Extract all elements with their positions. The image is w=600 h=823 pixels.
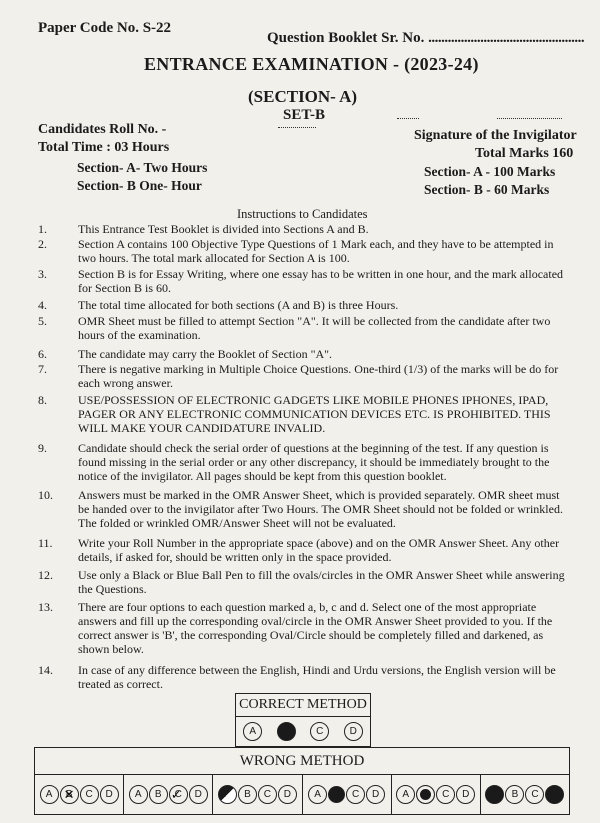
wrong-method-group-tick — [124, 775, 213, 814]
option-bubble-b: B — [238, 785, 257, 804]
instruction-text: In case of any difference between the English, Hindi and Urdu versions, the English version will be treated as correct. — [78, 663, 556, 691]
option-bubble-a: A — [243, 722, 262, 741]
wrong-method-group-multi — [481, 775, 569, 814]
total-marks: Total Marks 160 — [475, 146, 574, 161]
option-bubble-a-half — [218, 785, 237, 804]
total-time: Total Time : 03 Hours — [38, 140, 170, 155]
option-bubble-d: D — [189, 785, 208, 804]
instruction-text: The total time allocated for both sections (A and B) is three Hours. — [78, 298, 399, 312]
wrong-method-groups — [35, 775, 569, 814]
signature-dots-left — [397, 118, 419, 119]
option-bubble-b-dot: B — [416, 785, 435, 804]
instruction-item — [38, 536, 568, 564]
booklet-serial-number — [267, 30, 584, 47]
instruction-item — [38, 314, 568, 342]
option-bubble-c: C — [346, 785, 365, 804]
correct-method-options — [236, 718, 370, 744]
option-bubble-c: C — [80, 785, 99, 804]
instruction-text: Section B is for Essay Writing, where one essay has to be written in one hour, and the mark allocated for Section B is 60. — [78, 267, 564, 295]
instruction-item — [38, 663, 568, 691]
option-bubble-b-filled: B — [277, 722, 296, 741]
section-a-marks: Section- A - 100 Marks — [424, 164, 556, 179]
instruction-item — [38, 298, 568, 312]
wrong-method-group-dot — [392, 775, 481, 814]
instruction-item — [38, 393, 568, 435]
instruction-text: There is negative marking in Multiple Choice Questions. One-third (1/3) of the marks will be do for each wrong answer. — [78, 362, 559, 390]
instruction-number: 7. — [38, 362, 47, 376]
booklet-serial-dots: ................................................ — [428, 30, 585, 46]
set-label: SET-B — [283, 107, 325, 123]
instruction-number: 14. — [38, 663, 53, 677]
instruction-number: 1. — [38, 222, 47, 236]
correct-method-box — [235, 693, 371, 747]
section-b-marks: Section- B - 60 Marks — [424, 182, 550, 197]
instructions-title: Instructions to Candidates — [237, 207, 368, 221]
set-underline — [278, 127, 316, 128]
instruction-text: There are four options to each question marked a, b, c and d. Select one of the most appropriate answers and fill up the corresponding oval/circle in the OMR Answer Sheet provided to you. If the correct answer is 'B', the corresponding Oval/Circle should be completely filled and darkened, as shown below. — [78, 600, 553, 656]
instruction-item — [38, 488, 568, 530]
option-bubble-a: A — [396, 785, 415, 804]
wrong-method-group-half — [213, 775, 302, 814]
wrong-method-group-partial — [303, 775, 392, 814]
option-bubble-a-filled: A — [485, 785, 504, 804]
option-bubble-b: B — [149, 785, 168, 804]
instruction-item — [38, 441, 568, 483]
option-bubble-b: B — [505, 785, 524, 804]
instruction-item — [38, 600, 568, 656]
correct-method-label: CORRECT METHOD — [236, 694, 370, 717]
instruction-text: OMR Sheet must be filled to attempt Section "A". It will be collected from the candidate after two hours of the examination. — [78, 314, 551, 342]
option-bubble-d: D — [100, 785, 119, 804]
wrong-method-label: WRONG METHOD — [35, 748, 569, 775]
instruction-text: Candidate should check the serial order of questions at the beginning of the test. If any question is found missing in the serial order or any other discrepancy, it should be immediately brought to the notice of the invigilator. All pages should be kept from this question booklet. — [78, 441, 550, 483]
option-bubble-a: A — [308, 785, 327, 804]
booklet-serial-label: Question Booklet Sr. No. — [267, 30, 425, 46]
invigilator-signature-label: Signature of the Invigilator — [414, 128, 577, 143]
instruction-number: 9. — [38, 441, 47, 455]
option-bubble-d: D — [344, 722, 363, 741]
option-bubble-b-crossed: B ✕ — [60, 785, 79, 804]
option-bubble-d-filled: D — [545, 785, 564, 804]
instruction-item — [38, 237, 568, 265]
instruction-text: This Entrance Test Booklet is divided into Sections A and B. — [78, 222, 369, 236]
option-bubble-c: C — [436, 785, 455, 804]
option-bubble-c-ticked: C ✓ — [169, 785, 188, 804]
instruction-number: 10. — [38, 488, 53, 502]
instruction-number: 5. — [38, 314, 47, 328]
instruction-text: Write your Roll Number in the appropriate space (above) and on the OMR Answer Sheet. Any other details, if asked for, should be written only in the space provided. — [78, 536, 560, 564]
instruction-number: 2. — [38, 237, 47, 251]
instruction-number: 4. — [38, 298, 47, 312]
section-a-time: Section- A- Two Hours — [77, 160, 208, 175]
option-bubble-d: D — [456, 785, 475, 804]
instruction-number: 13. — [38, 600, 53, 614]
instruction-item — [38, 222, 568, 236]
paper-code: Paper Code No. S-22 — [38, 20, 172, 36]
instruction-text: Use only a Black or Blue Ball Pen to fill the ovals/circles in the OMR Answer Sheet while answering the Questions. — [78, 568, 565, 596]
instruction-number: 3. — [38, 267, 47, 281]
instruction-text: Answers must be marked in the OMR Answer Sheet, which is provided separately. OMR sheet must be handed over to the invigilator after Two Hours. The OMR Sheet should not be folded or wrinkled. The folded or wrinkled OMR/Answer Sheet will not be evaluated. — [78, 488, 563, 530]
option-bubble-a: A — [40, 785, 59, 804]
roll-number-label: Candidates Roll No. - — [38, 122, 167, 137]
wrong-method-box — [34, 747, 570, 815]
option-bubble-c: C — [258, 785, 277, 804]
instruction-item — [38, 568, 568, 596]
section-b-time: Section- B One- Hour — [77, 178, 202, 193]
instruction-number: 12. — [38, 568, 53, 582]
option-bubble-c: C — [525, 785, 544, 804]
signature-dots-right — [497, 118, 562, 119]
option-bubble-a: A — [129, 785, 148, 804]
instruction-item — [38, 347, 568, 361]
exam-title: ENTRANCE EXAMINATION - (2023-24) — [144, 54, 479, 74]
section-heading: (SECTION- A) — [248, 87, 358, 106]
option-bubble-c: C — [310, 722, 329, 741]
instruction-item — [38, 267, 568, 295]
option-bubble-d: D — [278, 785, 297, 804]
option-bubble-d: D — [366, 785, 385, 804]
instruction-text: USE/POSSESSION OF ELECTRONIC GADGETS LIKE MOBILE PHONES IPHONES, IPAD, PAGER OR ANY ELECTRONIC COMMUNICATION DEVICES ETC. IS PROHIBITED. THIS WILL MAKE YOUR CANDIDATURE INVALID. — [78, 393, 551, 435]
wrong-method-group-cross — [35, 775, 124, 814]
instruction-number: 11. — [38, 536, 53, 550]
instruction-number: 6. — [38, 347, 47, 361]
instruction-text: The candidate may carry the Booklet of Section "A". — [78, 347, 333, 361]
instruction-item — [38, 362, 568, 390]
instruction-text: Section A contains 100 Objective Type Questions of 1 Mark each, and they have to be attempted in two hours. The total mark allocated for Section A is 100. — [78, 237, 554, 265]
option-bubble-b-smudged: B — [328, 786, 345, 803]
instruction-number: 8. — [38, 393, 47, 407]
